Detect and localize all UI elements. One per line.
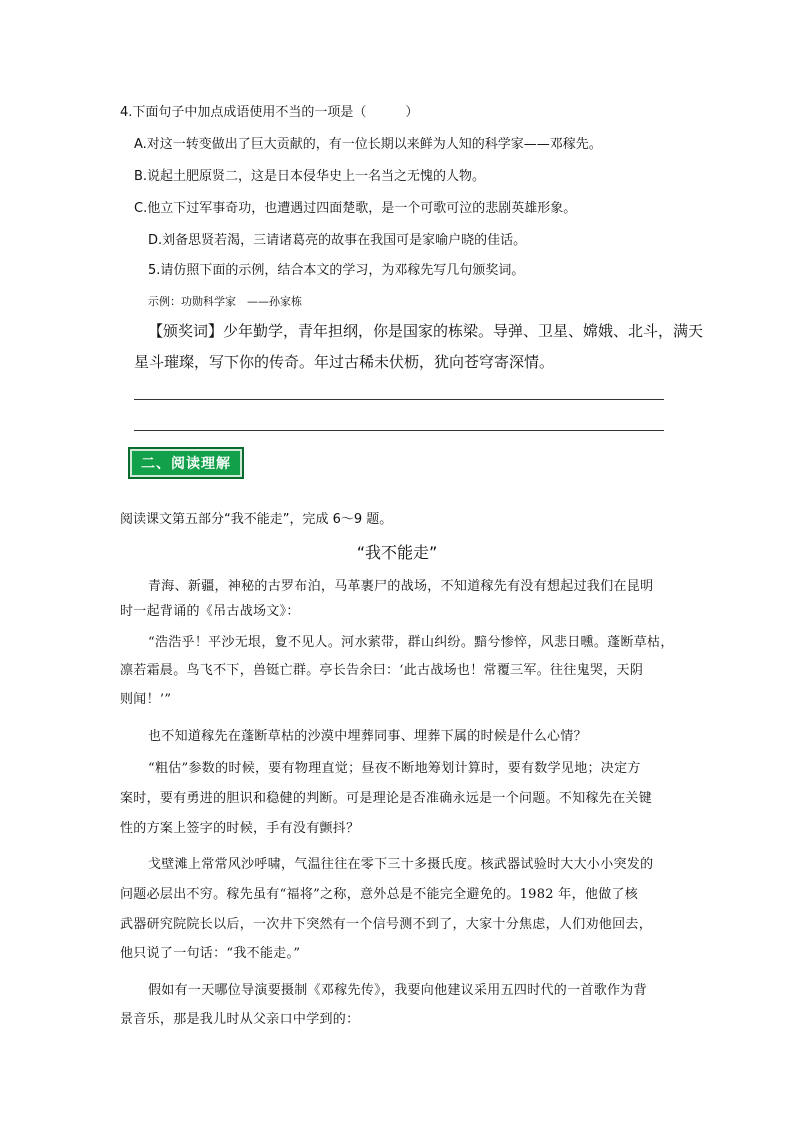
question-4-stem: 4.下面句子中加点成语使用不当的一项是（ ） — [120, 105, 419, 120]
passage-line-6: 也不知道稼先在蓬断草枯的沙漠中埋葬同事、埋葬下属的时候是什么心情？ — [148, 729, 587, 744]
section-header-box — [128, 447, 244, 479]
award-text-line-2: 星斗璀璨，写下你的传奇。年过古稀未伏枥，犹向苍穹寄深情。 — [134, 353, 555, 371]
passage-line-3: “浩浩乎！平沙无垠，夐不见人。河水萦带，群山纠纷。黯兮惨悴，风悲日曛。蓬断草枯， — [148, 635, 674, 650]
passage-line-8: 案时，要有勇进的胆识和稳健的判断。可是理论是否准确永远是一个问题。不知稼先在关键 — [120, 791, 653, 806]
passage-line-11: 问题必层出不穷。稼先虽有“福将”之称，意外总是不能完全避免的。1982 年，他做了核 — [120, 887, 639, 902]
passage-line-15: 景音乐，那是我儿时从父亲口中学到的： — [120, 1012, 360, 1027]
passage-line-1: 青海、新疆，神秘的古罗布泊，马革裹尸的战场，不知道稼先有没有想起过我们在昆明 — [148, 579, 654, 594]
passage-title: “我不能走” — [356, 543, 438, 562]
award-text-line-1: 【颁奖词】少年勤学，青年担纲，你是国家的栋梁。导弹、卫星、嫦娥、北斗，满天 — [148, 322, 704, 340]
section-header-label: 二、阅读理解 — [141, 456, 231, 472]
passage-line-10: 戈壁滩上常常风沙呼啸，气温往往在零下三十多摄氏度。核武器试验时大大小小突发的 — [148, 857, 654, 872]
reading-instruction: 阅读课文第五部分“我不能走”，完成 6～9 题。 — [120, 512, 393, 527]
passage-line-13: 他只说了一句话：“我不能走。” — [120, 946, 301, 961]
option-c: C.他立下过军事奇功，也遭遇过四面楚歌，是一个可歌可泣的悲剧英雄形象。 — [134, 201, 577, 216]
passage-line-4: 凛若霜晨。鸟飞不下，兽铤亡群。亭长告余曰：‘此古战场也！常覆三军。往往鬼哭，天阴 — [120, 663, 644, 678]
option-d: D.刘备思贤若渴，三请诸葛亮的故事在我国可是家喻户晓的佳话。 — [148, 233, 527, 248]
passage-line-9: 性的方案上签字的时候，手有没有颤抖？ — [120, 821, 360, 836]
passage-line-12: 武器研究院院长以后，一次井下突然有一个信号测不到了，大家十分焦虑，人们劝他回去， — [120, 917, 653, 932]
option-a: A.对这一转变做出了巨大贡献的，有一位长期以来鲜为人知的科学家——邓稼先。 — [134, 137, 602, 152]
passage-line-7: “粗估”参数的时候，要有物理直觉；昼夜不断地筹划计算时，要有数学见地；决定方 — [148, 761, 641, 776]
passage-line-14: 假如有一天哪位导演要摄制《邓稼先传》，我要向他建议采用五四时代的一首歌作为背 — [148, 983, 647, 998]
example-line: 示例：功勋科学家 ——孙家栋 — [148, 295, 302, 308]
option-b: B.说起土肥原贤二，这是日本侵华史上一名当之无愧的人物。 — [134, 169, 486, 184]
answer-line-1 — [134, 399, 664, 400]
passage-line-5: 则闻！’” — [120, 692, 172, 707]
passage-line-2: 时一起背诵的《吊古战场文》： — [120, 604, 300, 619]
answer-line-2 — [134, 430, 664, 431]
question-5-stem: 5.请仿照下面的示例，结合本文的学习，为邓稼先写几句颁奖词。 — [148, 263, 525, 278]
